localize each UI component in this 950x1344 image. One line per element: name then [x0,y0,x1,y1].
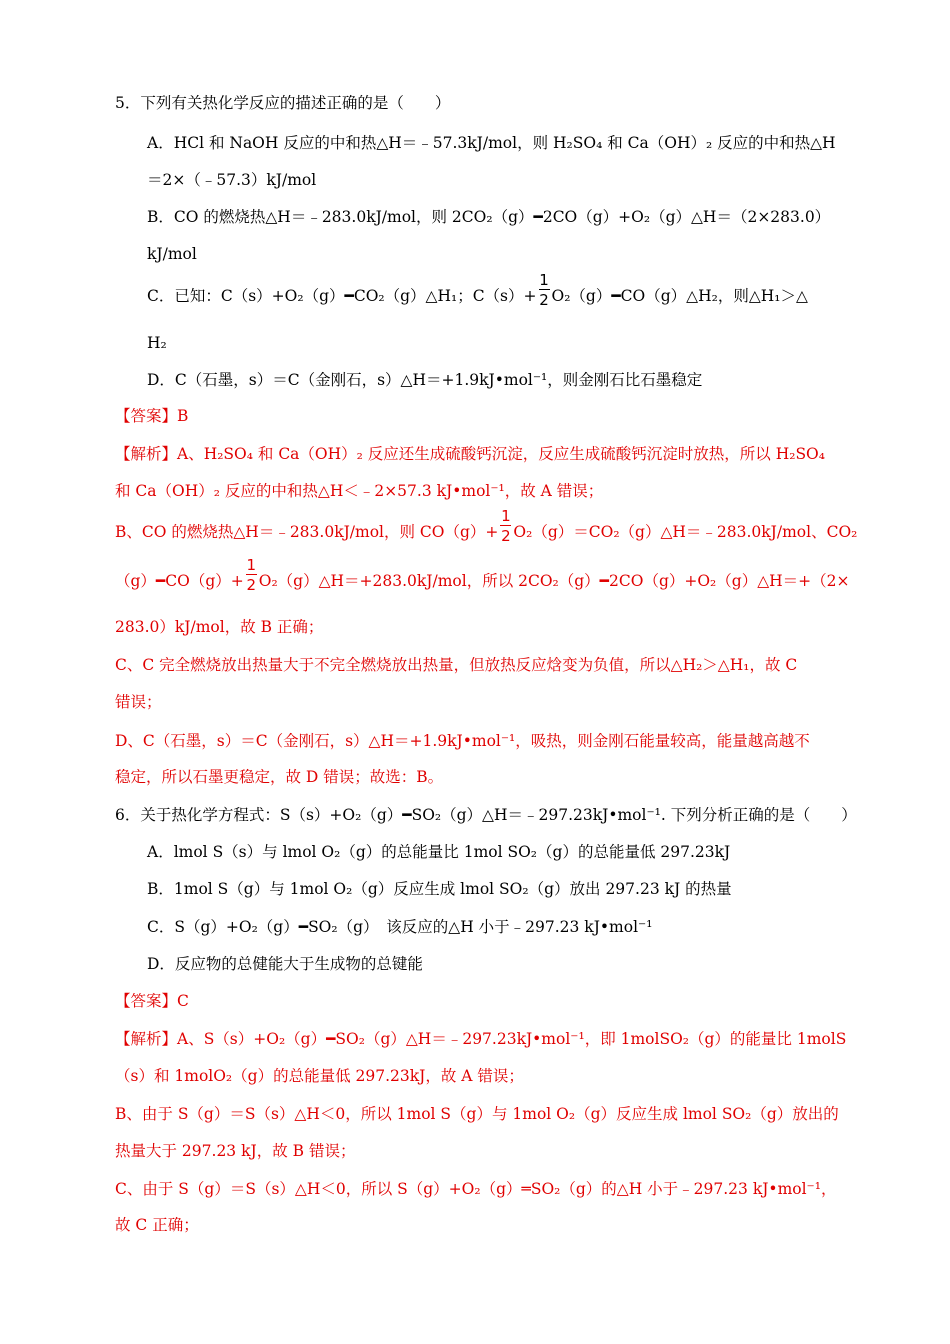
q5-explanation-line2: 和 Ca（OH）₂ 反应的中和热△H＜﹣2×57.3 kJ•mol⁻¹，故 A 错误； [115,482,604,500]
question-5-stem: 5．下列有关热化学反应的描述正确的是（ ） [115,94,451,112]
q5-option-c-line1: C．已知：C（s）+O₂（g）━CO₂（g）△H₁；C（s）+ $\frac{1}{2}$ O₂（g）━CO（g）△H₂，则△H₁＞△ [147,271,808,309]
fraction-one-half: $\frac{1}{2}$ [501,507,511,545]
q5-explanation-line4: （g）━CO（g）+ $\frac{1}{2}$ O₂（g）△H＝+283.0kJ/mol，所以 2CO₂（g）━2CO（g）+O₂（g）△H＝+（2× [115,556,850,594]
q5-explanation-line6: C、C 完全燃烧放出热量大于不完全燃烧放出热量，但放热反应焓变为负值，所以△H₂＞△H₁，故 C [115,656,798,674]
q5-option-c-line2: H₂ [147,334,167,352]
q6-option-b: B．1mol S（g）与 1mol O₂（g）反应生成 lmol SO₂（g）放出 297.23 kJ 的热量 [147,880,732,898]
q5-explanation-line1: 【解析】A、H₂SO₄ 和 Ca（OH）₂ 反应还生成硫酸钙沉淀，反应生成硫酸钙沉淀时放热，所以 H₂SO₄ [115,445,825,463]
q6-explanation-line5: C、由于 S（g）＝S（s）△H＜0，所以 S（g）+O₂（g）═SO₂（g）的△H 小于﹣297.23 kJ•mol⁻¹， [115,1180,837,1198]
q6-option-a: A．lmol S（s）与 lmol O₂（g）的总能量比 1mol SO₂（g）的总能量低 297.23kJ [147,843,731,861]
q5-explanation-line8: D、C（石墨，s）＝C（金刚石，s）△H＝+1.9kJ•mol⁻¹，吸热，则金刚石能量较高，能量越高越不 [115,732,810,750]
q6-answer: 【答案】C [115,992,189,1010]
q6-explanation-line4: 热量大于 297.23 kJ，故 B 错误； [115,1142,356,1160]
q5-explanation-line5: 283.0）kJ/mol，故 B 正确； [115,618,324,636]
q6-option-d: D．反应物的总健能大于生成物的总键能 [147,955,423,973]
q6-explanation-line1: 【解析】A、S（s）+O₂（g）━SO₂（g）△H＝﹣297.23kJ•mol⁻¹，即 1molSO₂（g）的能量比 1molS [115,1030,847,1048]
q5-option-a-line2: ＝2×（﹣57.3）kJ/mol [147,171,317,189]
q6-option-c: C．S（g）+O₂（g）━SO₂（g） 该反应的△H 小于﹣297.23 kJ•mol⁻¹ [147,918,653,936]
q6-explanation-line3: B、由于 S（g）＝S（s）△H＜0，所以 1mol S（g）与 1mol O₂（g）反应生成 lmol SO₂（g）放出的 [115,1105,839,1123]
q5-explanation-line7: 错误； [115,693,162,711]
q5-option-a-line1: A．HCl 和 NaOH 反应的中和热△H＝﹣57.3kJ/mol，则 H₂SO₄ 和 Ca（OH）₂ 反应的中和热△H [147,134,836,152]
q5-answer: 【答案】B [115,407,189,425]
question-6-stem: 6．关于热化学方程式：S（s）+O₂（g）━SO₂（g）△H＝﹣297.23kJ•mol⁻¹. 下列分析正确的是（ ） [115,806,857,824]
q6-explanation-line2: （s）和 1molO₂（g）的总能量低 297.23kJ，故 A 错误； [115,1067,524,1085]
q5-explanation-line9: 稳定，所以石墨更稳定，故 D 错误；故选：B。 [115,768,444,786]
q5-option-d: D．C（石墨，s）＝C（金刚石，s）△H＝+1.9kJ•mol⁻¹，则金刚石比石墨稳定 [147,371,703,389]
fraction-one-half: $\frac{1}{2}$ [246,556,256,594]
fraction-one-half: $\frac{1}{2}$ [539,271,549,309]
q5-explanation-line3: B、CO 的燃烧热△H＝﹣283.0kJ/mol，则 CO（g）+ $\frac{1}{2}$ O₂（g）＝CO₂（g）△H＝﹣283.0kJ/mol、CO₂ [115,507,858,545]
q5-option-b-line2: kJ/mol [147,245,197,263]
q5-option-b-line1: B．CO 的燃烧热△H＝﹣283.0kJ/mol，则 2CO₂（g）━2CO（g）+O₂（g）△H＝（2×283.0） [147,208,831,226]
q6-explanation-line6: 故 C 正确； [115,1216,199,1234]
